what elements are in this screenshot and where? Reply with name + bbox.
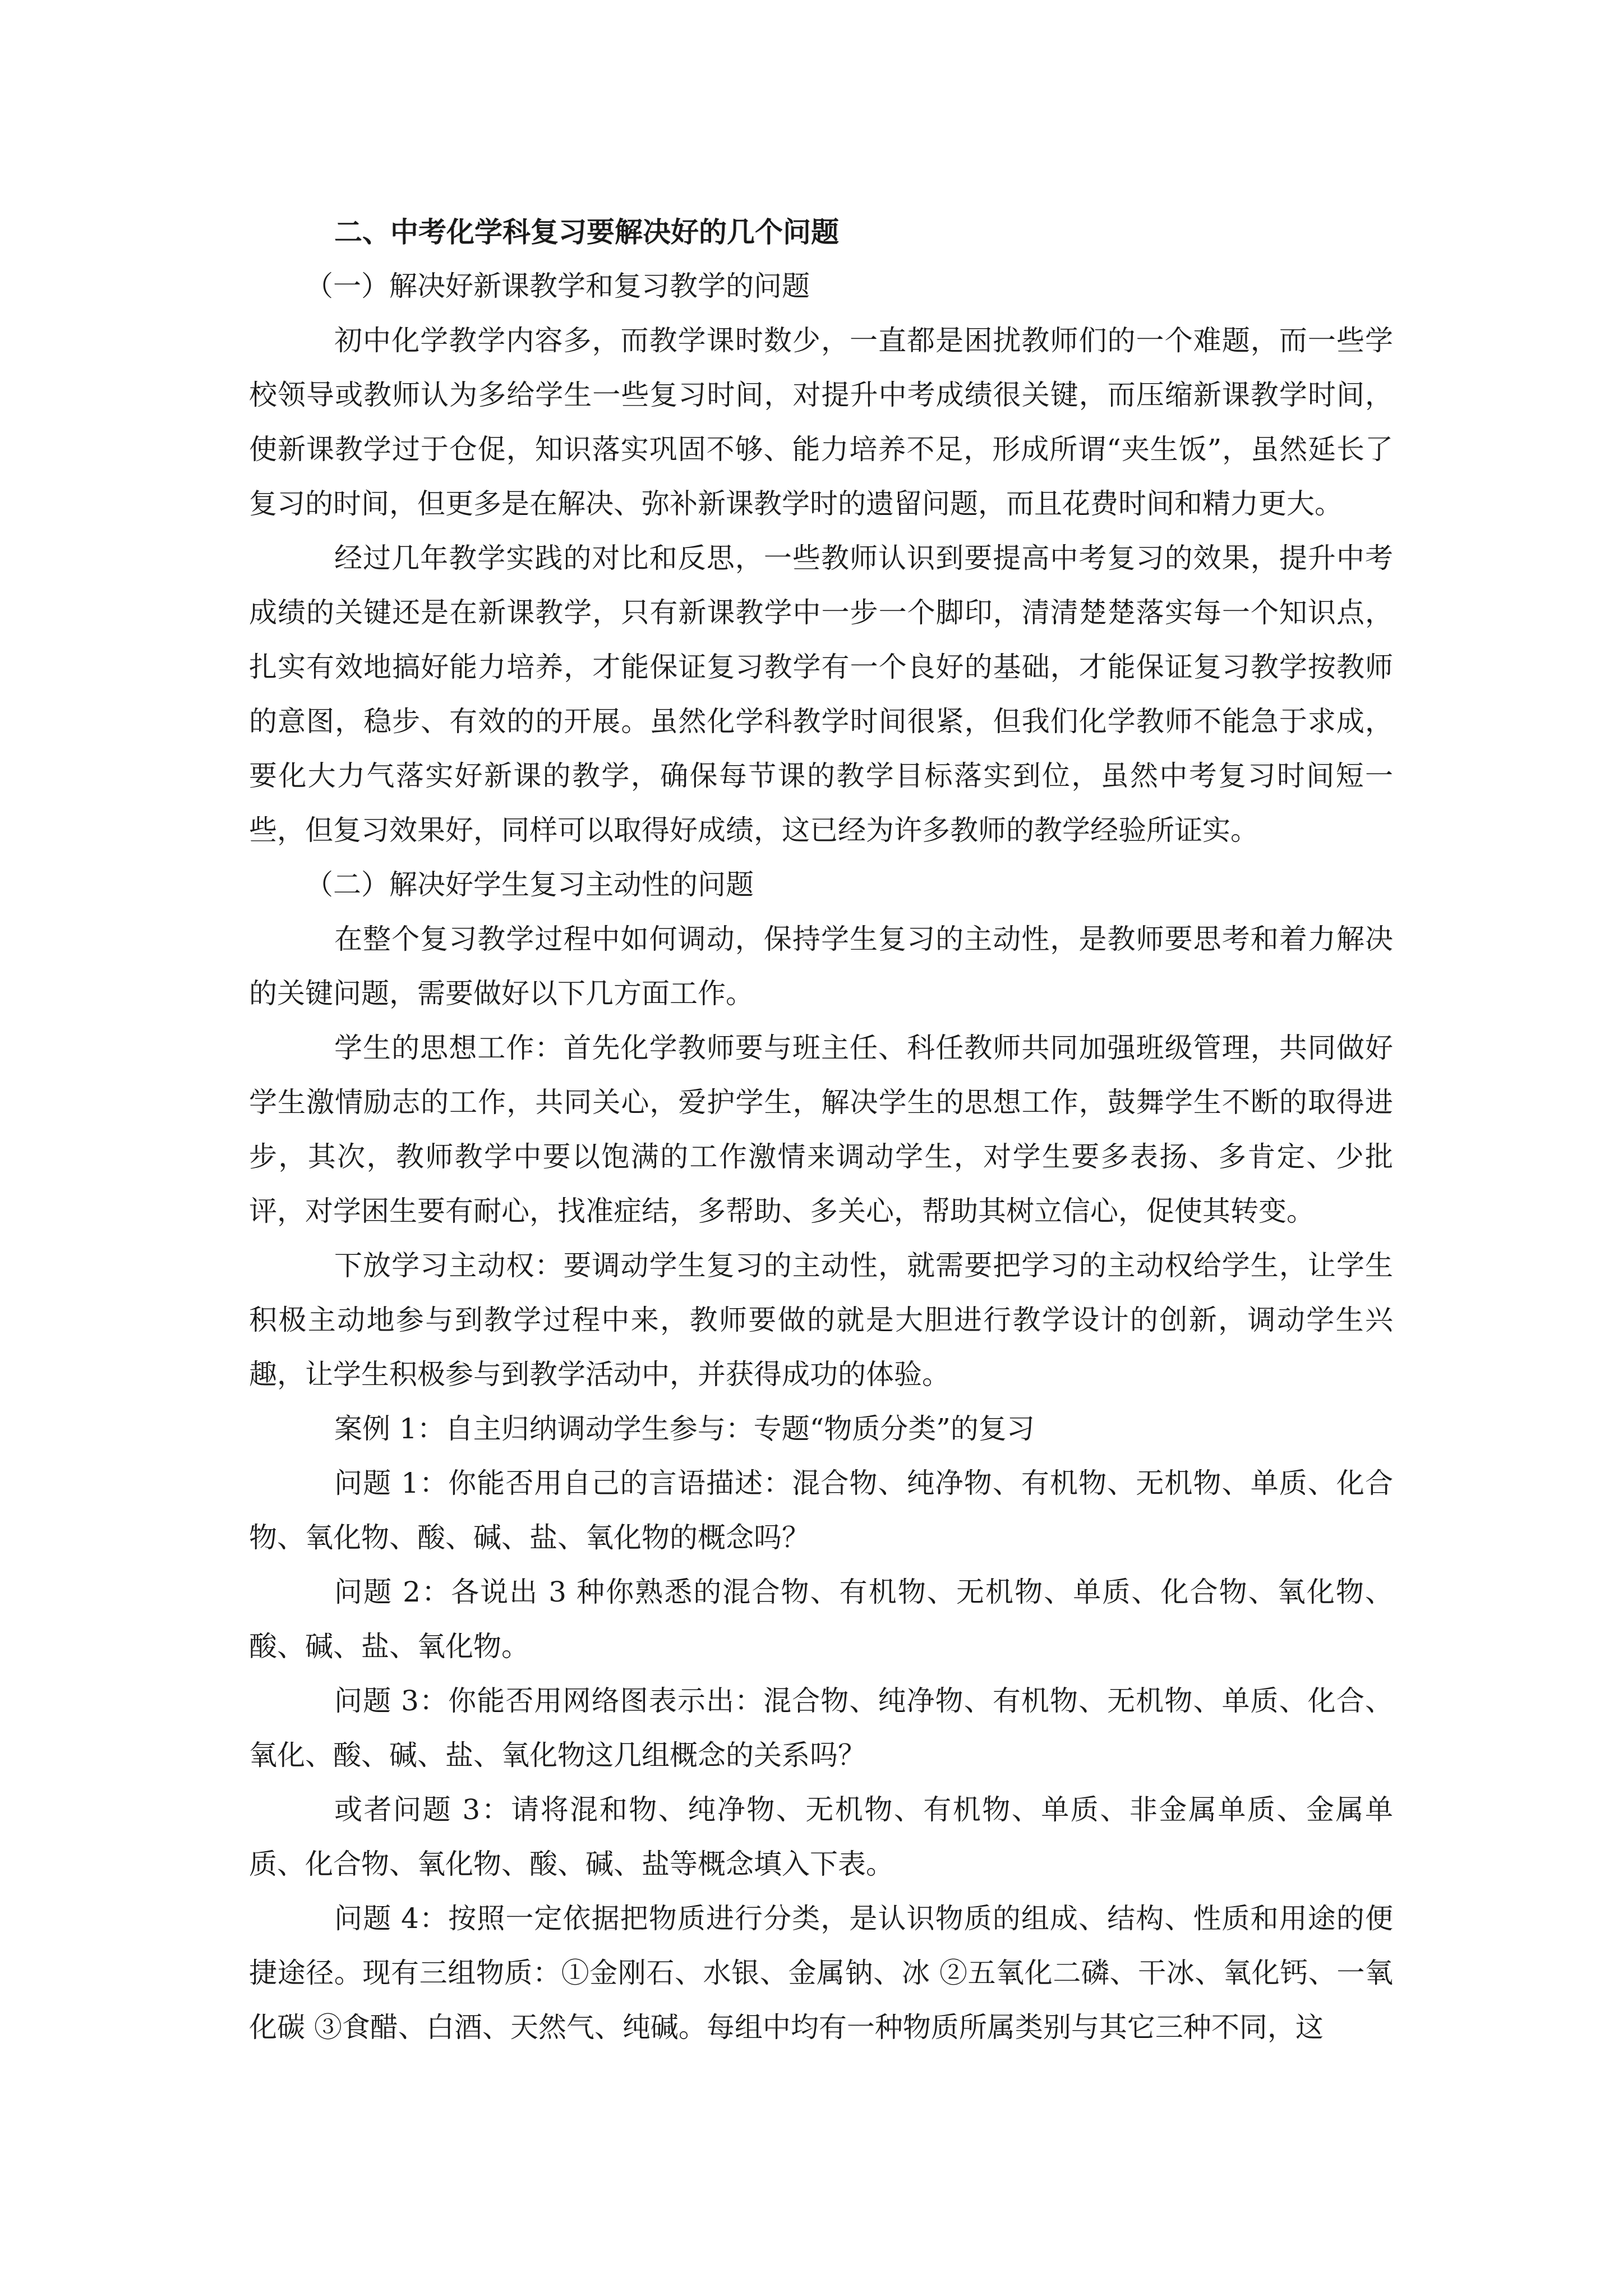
question-3: 问题 3：你能否用网络图表示出：混合物、纯净物、有机物、无机物、单质、化合、氧化、酸、碱、盐、氧化物这几组概念的关系吗？	[249, 1685, 1393, 1772]
paragraph-2: 经过几年教学实践的对比和反思，一些教师认识到要提高中考复习的效果，提升中考成绩的关键还是在新课教学，只有新课教学中一步一个脚印，清清楚楚落实每一个知识点，扎实有效地搞好能力培养，才能保证复习教学有一个良好的基础，才能保证复习教学按教师的意图，稳步、有效的的开展。虽然化学科教学时间很紧，但我们化学教师不能急于求成，要化大力气落实好新课的教学，确保每节课的教学目标落实到位，虽然中考复习时间短一些，但复习效果好，同样可以取得好成绩，这已经为许多教师的教学经验所证实。	[249, 542, 1393, 846]
paragraph-5: 下放学习主动权：要调动学生复习的主动性，就需要把学习的主动权给学生，让学生积极主动地参与到教学过程中来，教师要做的就是大胆进行教学设计的创新，调动学生兴趣，让学生积极参与到教学活动中，并获得成功的体验。	[249, 1249, 1393, 1391]
case-title: 案例 1：自主归纳调动学生参与：专题“物质分类”的复习	[334, 1412, 1035, 1445]
paragraph-4: 学生的思想工作：首先化学教师要与班主任、科任教师共同加强班级管理，共同做好学生激情励志的工作，共同关心，爱护学生，解决学生的思想工作，鼓舞学生不断的取得进步，其次，教师教学中要以饱满的工作激情来调动学生，对学生要多表扬、多肯定、少批评，对学困生要有耐心，找准症结，多帮助、多关心，帮助其树立信心，促使其转变。	[249, 1032, 1393, 1227]
question-4: 问题 4：按照一定依据把物质进行分类，是认识物质的组成、结构、性质和用途的便捷途径。现有三组物质：①金刚石、水银、金属钠、冰 ②五氧化二磷、干冰、氧化钙、一氧化碳 ③食醋、白酒、天然气、纯碱。每组中均有一种物质所属类别与其它三种不同，这	[249, 1902, 1393, 2044]
document-body	[249, 205, 1393, 2055]
paragraph-1: 初中化学教学内容多，而教学课时数少，一直都是困扰教师们的一个难题，而一些学校领导或教师认为多给学生一些复习时间，对提升中考成绩很关键，而压缩新课教学时间，使新课教学过于仓促，知识落实巩固不够、能力培养不足，形成所谓“夹生饭”，虽然延长了复习的时间，但更多是在解决、弥补新课教学时的遗留问题，而且花费时间和精力更大。	[249, 324, 1393, 520]
paragraph-3: 在整个复习教学过程中如何调动，保持学生复习的主动性，是教师要思考和着力解决的关键问题，需要做好以下几方面工作。	[249, 923, 1393, 1010]
question-1: 问题 1：你能否用自己的言语描述：混合物、纯净物、有机物、无机物、单质、化合物、氧化物、酸、碱、盐、氧化物的概念吗？	[249, 1467, 1393, 1554]
subsection-title-2: （二）解决好学生复习主动性的问题	[305, 868, 754, 901]
question-2: 问题 2：各说出 3 种你熟悉的混合物、有机物、无机物、单质、化合物、氧化物、酸、碱、盐、氧化物。	[249, 1576, 1393, 1663]
subsection-title-1: （一）解决好新课教学和复习教学的问题	[305, 270, 810, 302]
question-3-alt: 或者问题 3：请将混和物、纯净物、无机物、有机物、单质、非金属单质、金属单质、化合物、氧化物、酸、碱、盐等概念填入下表。	[249, 1793, 1393, 1880]
section-title: 二、中考化学科复习要解决好的几个问题	[334, 215, 839, 249]
